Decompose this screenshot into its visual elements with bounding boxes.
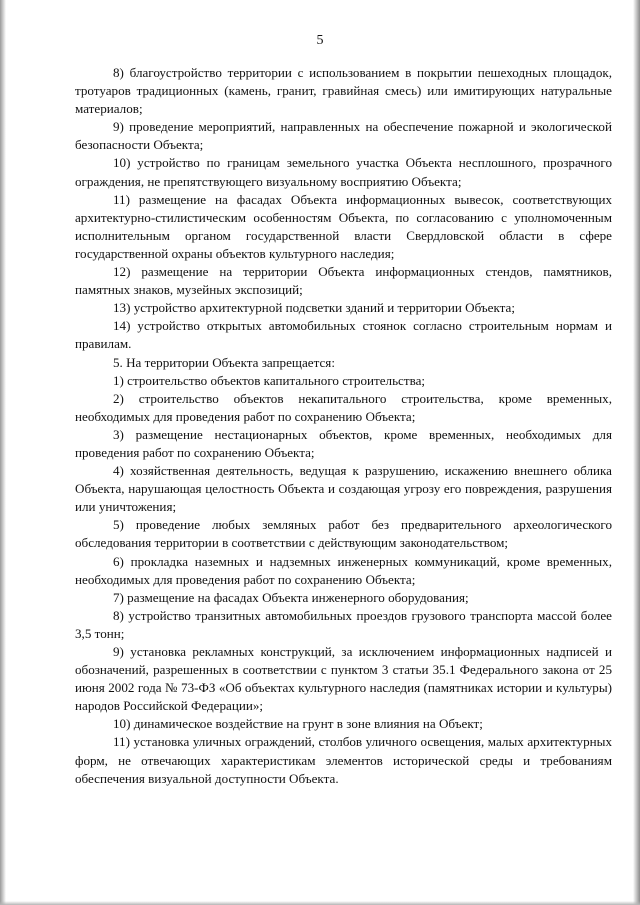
prohibited-item-9: 9) установка рекламных конструкций, за исключением информационных надписей и обозначений, разрешенных в соответствии с пунктом 3 статьи 35.1 Федерального закона от 25 июня 2002 года № 73-ФЗ «Об объектах культурного наследия (памятниках истории и культуры) народов Российской Федерации»; bbox=[75, 644, 612, 714]
prohibited-item-4: 4) хозяйственная деятельность, ведущая к разрушению, искажению внешнего облика Объекта, нарушающая целостность Объекта и создающая угрозу его повреждения, разрушения или уничтожения; bbox=[75, 463, 612, 515]
prohibited-item-8: 8) устройство транзитных автомобильных проездов грузового транспорта массой более 3,5 тонн; bbox=[75, 607, 612, 641]
prohibited-item-3: 3) размещение нестационарных объектов, кроме временных, необходимых для проведения работ по сохранению Объекта; bbox=[75, 426, 612, 460]
scan-shadow-left bbox=[0, 0, 6, 905]
prohibited-item-5: 5) проведение любых земляных работ без предварительного археологического обследования территории в соответствии с действующим законодательством; bbox=[75, 517, 612, 551]
section-heading-prohibited: 5. На территории Объекта запрещается: bbox=[113, 354, 335, 370]
prohibited-item-11: 11) установка уличных ограждений, столбов уличного освещения, малых архитектурных форм, не отвечающих характеристикам элементов исторической среды и требованиям обеспечения визуальной доступности Объекта. bbox=[75, 734, 612, 786]
paragraph-item-14-parking: 14) устройство открытых автомобильных стоянок согласно строительным нормам и правилам. bbox=[75, 318, 612, 352]
paragraph-item-10-fencing: 10) устройство по границам земельного участка Объекта несплошного, прозрачного ограждения, не препятствующего визуальному восприятию Объекта; bbox=[75, 155, 612, 189]
paragraph-item-12-stands: 12) размещение на территории Объекта информационных стендов, памятников, памятных знаков, музейных экспозиций; bbox=[75, 264, 612, 298]
paragraph-item-11-signage: 11) размещение на фасадах Объекта информационных вывесок, соответствующих архитектурно-стилистическим особенностям Объекта, по согласованию с уполномоченным исполнительным органом государственной власти Свердловской области в сфере государственной охраны объектов культурного наследия; bbox=[75, 191, 612, 261]
prohibited-item-1: 1) строительство объектов капитального строительства; bbox=[113, 372, 426, 388]
prohibited-item-6: 6) прокладка наземных и надземных инженерных коммуникаций, кроме временных, необходимых для проведения работ по сохранению Объекта; bbox=[75, 553, 612, 587]
paragraph-item-9-safety: 9) проведение мероприятий, направленных на обеспечение пожарной и экологической безопасности Объекта; bbox=[75, 119, 612, 153]
prohibited-item-10: 10) динамическое воздействие на грунт в зоне влияния на Объект; bbox=[113, 716, 483, 732]
page-number: 5 bbox=[316, 33, 324, 48]
document-body bbox=[75, 64, 612, 788]
scan-shadow-right bbox=[633, 0, 640, 905]
paragraph-item-13-lighting: 13) устройство архитектурной подсветки зданий и территории Объекта; bbox=[113, 300, 516, 316]
paragraph-item-8-landscaping: 8) благоустройство территории с использованием в покрытии пешеходных площадок, тротуаров традиционных (камень, гранит, гравийная смесь) или имитирующих натуральные материалов; bbox=[75, 65, 612, 117]
prohibited-item-2: 2) строительство объектов некапитального строительства, кроме временных, необходимых для проведения работ по сохранению Объекта; bbox=[75, 390, 612, 424]
scan-shadow-bottom bbox=[0, 901, 640, 905]
prohibited-item-7: 7) размещение на фасадах Объекта инженерного оборудования; bbox=[113, 589, 469, 605]
